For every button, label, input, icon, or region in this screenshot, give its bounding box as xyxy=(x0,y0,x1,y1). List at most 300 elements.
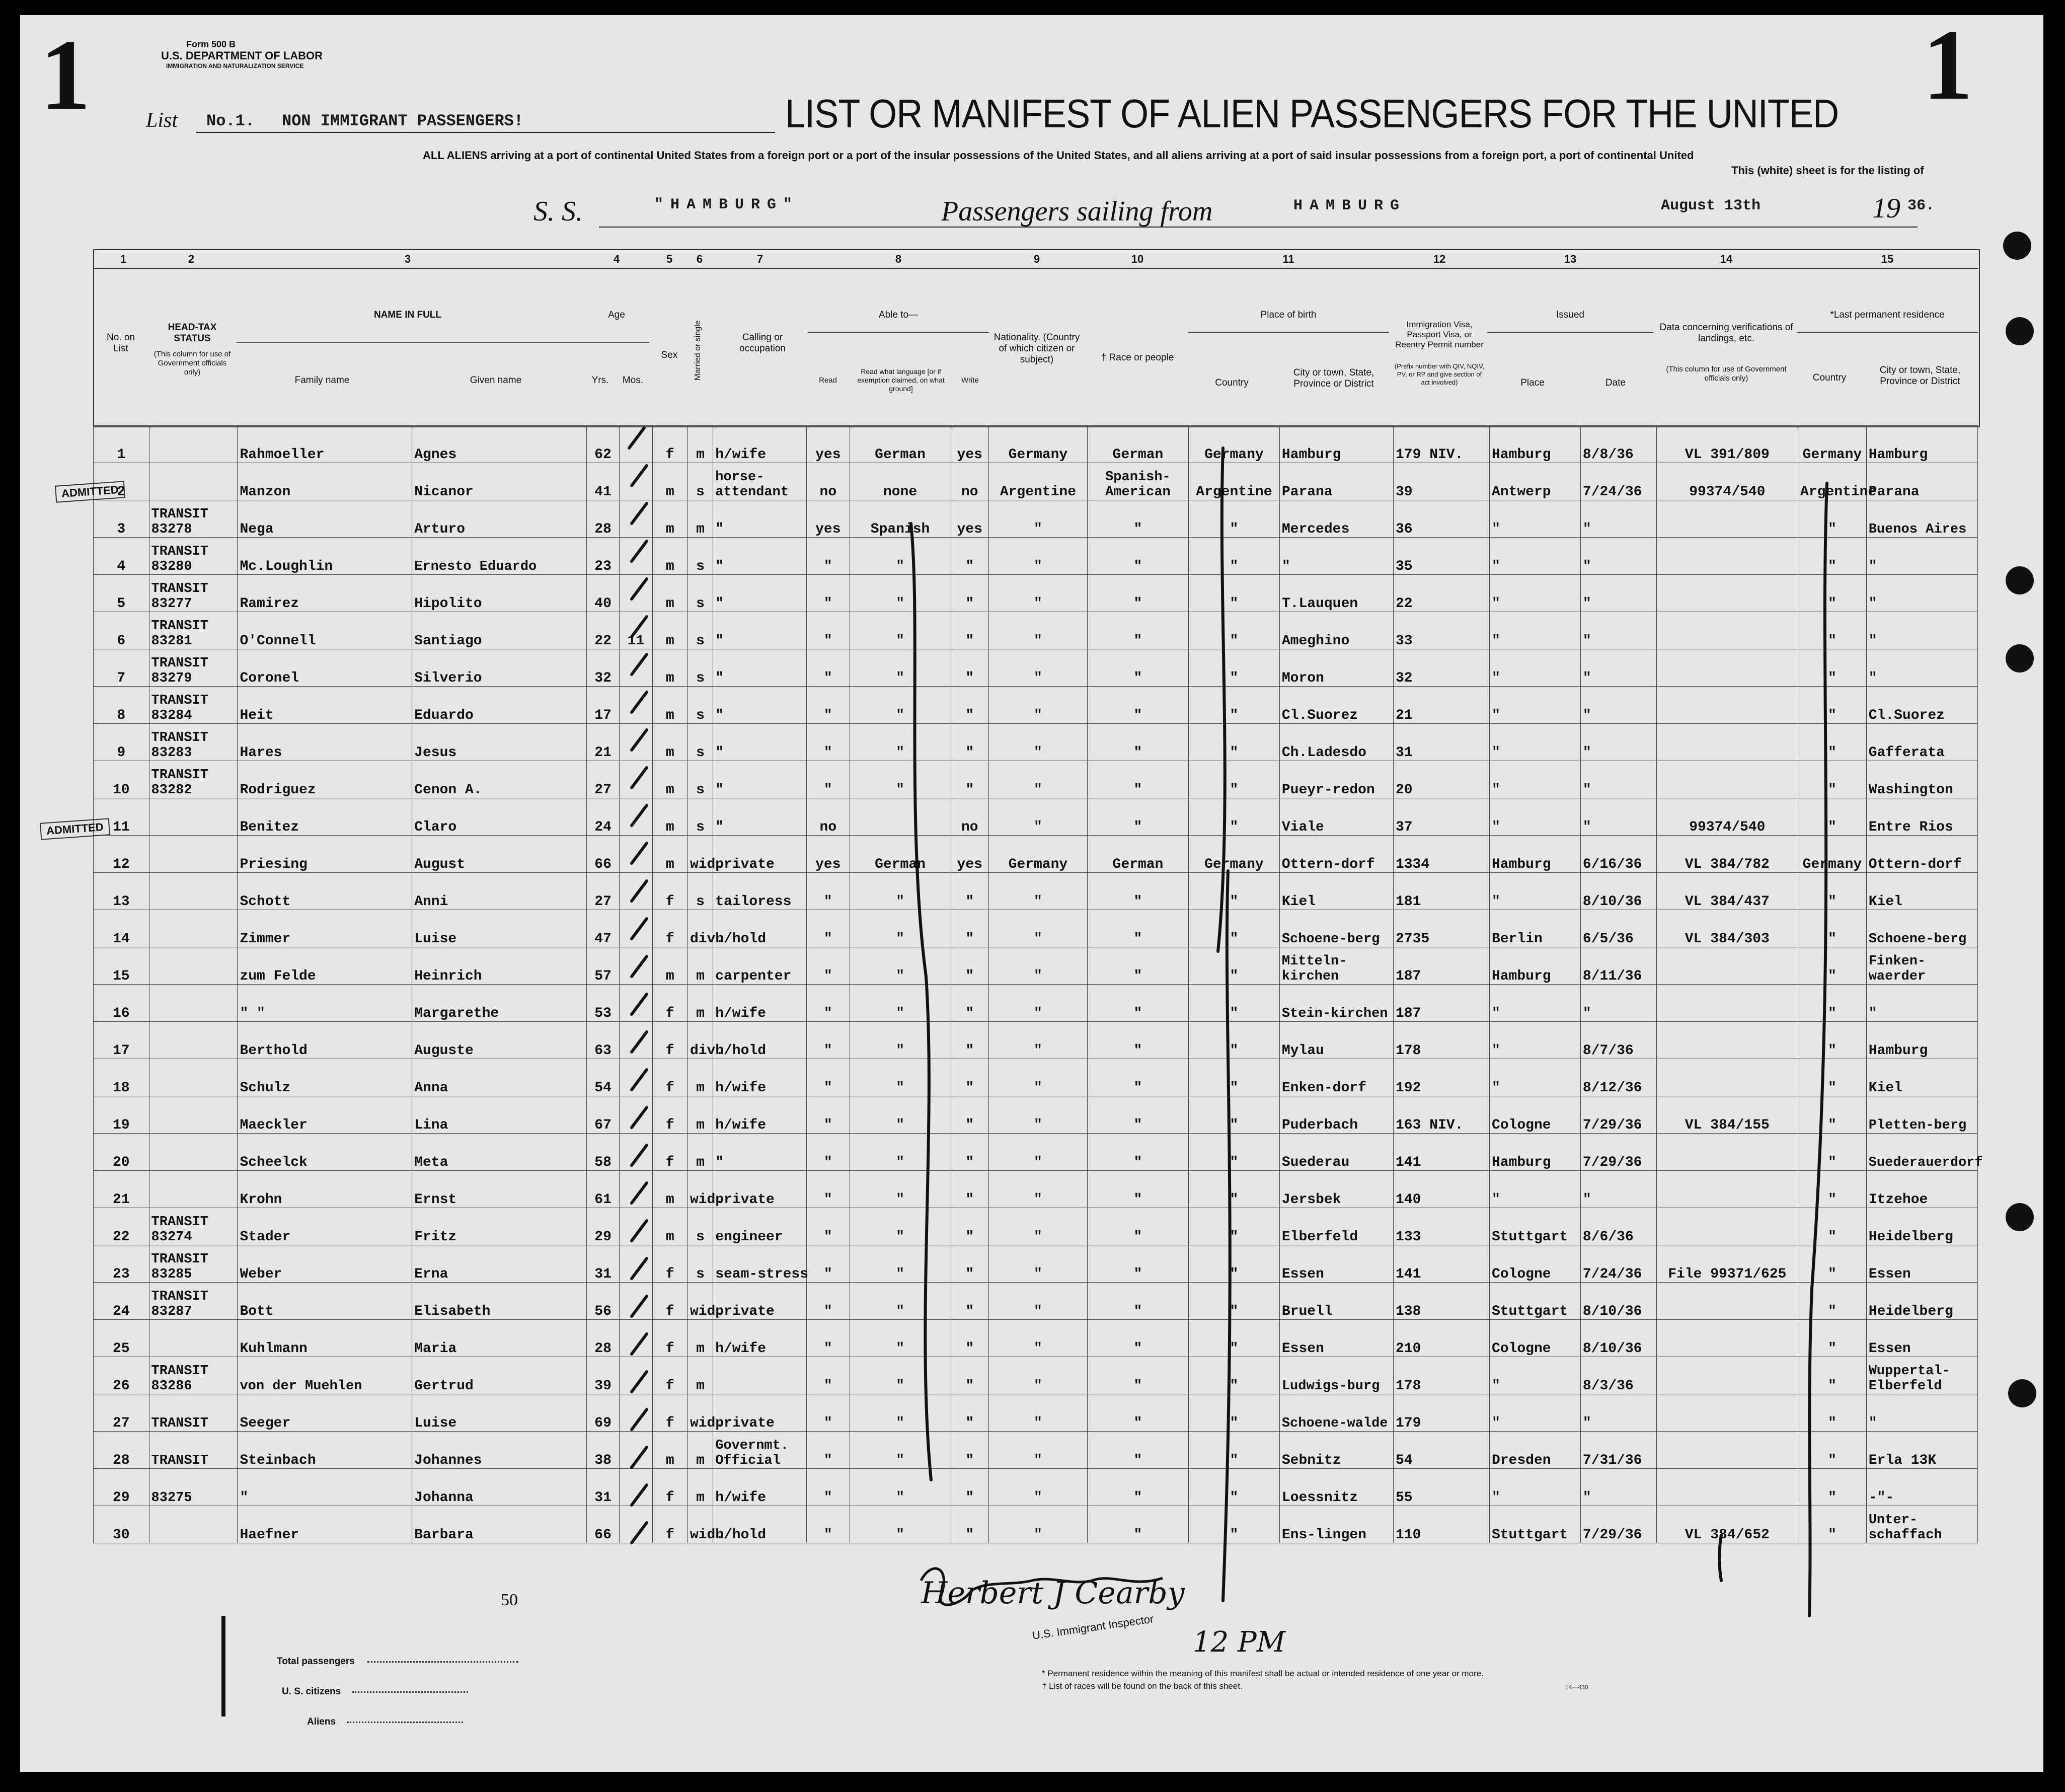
cell-visa: 110 xyxy=(1393,1506,1489,1543)
cell-city: T.Lauquen xyxy=(1279,575,1393,612)
cell-country: " xyxy=(1188,947,1279,985)
cell-lcountry: " xyxy=(1798,1096,1867,1134)
cell-city: Cl.Suorez xyxy=(1279,687,1393,724)
cell-lcity: Kiel xyxy=(1866,873,1977,910)
hdr-calling: Calling or occupation xyxy=(739,332,786,354)
form-service: IMMIGRATION AND NATURALIZATION SERVICE xyxy=(166,62,304,69)
cell-family: Bott xyxy=(238,1283,412,1320)
cell-race: " xyxy=(1087,538,1188,575)
cell-lcity: Essen xyxy=(1866,1245,1977,1283)
cell-lcity: Kiel xyxy=(1866,1059,1977,1096)
cell-sex: f xyxy=(652,426,687,463)
cell-read: " xyxy=(807,1022,850,1059)
cell-lang: " xyxy=(850,1394,951,1432)
cell-place: " xyxy=(1489,575,1580,612)
col-num-10: 10 xyxy=(1131,253,1144,265)
cell-city: Hamburg xyxy=(1279,426,1393,463)
cell-city: Jersbek xyxy=(1279,1171,1393,1208)
cell-visa: 39 xyxy=(1393,463,1489,500)
binder-hole xyxy=(2003,232,2031,260)
cell-occ: h/hold xyxy=(713,1506,807,1543)
list-label: List xyxy=(146,109,178,132)
cell-city: Bruell xyxy=(1279,1283,1393,1320)
cell-country: " xyxy=(1188,1096,1279,1134)
cell-date: 7/24/36 xyxy=(1580,463,1656,500)
cell-verif: File 99371/625 xyxy=(1656,1245,1798,1283)
footnote-residence: * Permanent residence within the meaning of this manifest shall be actual or intended residence of one year or more. xyxy=(1042,1669,1484,1678)
cell-race: " xyxy=(1087,575,1188,612)
cell-ms: wid. xyxy=(687,1394,713,1432)
hdr-visa: Immigration Visa, Passport Visa, or Reentry Permit number xyxy=(1395,320,1484,349)
cell-given: Cenon A. xyxy=(412,761,587,798)
cell-occ: " xyxy=(713,649,807,687)
cell-city: Ludwigs-burg xyxy=(1279,1357,1393,1394)
cell-race: " xyxy=(1087,612,1188,649)
cell-country: " xyxy=(1188,538,1279,575)
cell-read: yes xyxy=(807,500,850,538)
cell-date: " xyxy=(1580,724,1656,761)
cell-sex: m xyxy=(652,538,687,575)
cell-no: 28 xyxy=(94,1432,149,1469)
cell-tax: TRANSIT 83282 xyxy=(149,761,238,798)
cell-lcountry: " xyxy=(1798,500,1867,538)
cell-lang: " xyxy=(850,1283,951,1320)
cell-family: Coronel xyxy=(238,649,412,687)
binder-hole xyxy=(2006,1203,2034,1231)
cell-family: Schulz xyxy=(238,1059,412,1096)
cell-tax: TRANSIT 83287 xyxy=(149,1283,238,1320)
inspector-signature: Herbert J Cearby xyxy=(921,1576,1185,1611)
hdr-yrs: Yrs. xyxy=(591,375,609,386)
cell-ms: div. xyxy=(687,910,713,947)
cell-city: Stein-kirchen xyxy=(1279,985,1393,1022)
cell-lcity: Essen xyxy=(1866,1320,1977,1357)
cell-no: 11 xyxy=(94,798,149,836)
hdr-given-name: Given name xyxy=(470,375,522,386)
cell-date: 8/7/36 xyxy=(1580,1022,1656,1059)
cell-age: 58 xyxy=(586,1134,619,1171)
cell-visa: 138 xyxy=(1393,1283,1489,1320)
cell-city: Viale xyxy=(1279,798,1393,836)
cell-read: " xyxy=(807,1357,850,1394)
cell-write: " xyxy=(951,1208,988,1245)
cell-visa: 1334 xyxy=(1393,836,1489,873)
cell-visa: 140 xyxy=(1393,1171,1489,1208)
cell-race: " xyxy=(1087,1208,1188,1245)
cell-family: Priesing xyxy=(238,836,412,873)
cell-visa: 179 xyxy=(1393,1394,1489,1432)
cell-country: " xyxy=(1188,1245,1279,1283)
cell-country: " xyxy=(1188,1171,1279,1208)
cell-country: " xyxy=(1188,649,1279,687)
cell-family: O'Connell xyxy=(238,612,412,649)
cell-lang: " xyxy=(850,1506,951,1543)
cell-nat: " xyxy=(988,910,1087,947)
cell-place: Stuttgart xyxy=(1489,1283,1580,1320)
cell-visa: 31 xyxy=(1393,724,1489,761)
cell-race: " xyxy=(1087,1096,1188,1134)
cell-lcity: " xyxy=(1866,538,1977,575)
cell-ms: s xyxy=(687,538,713,575)
cell-place: Hamburg xyxy=(1489,426,1580,463)
cell-age: 23 xyxy=(586,538,619,575)
cell-nat: " xyxy=(988,1022,1087,1059)
cell-verif: VL 384/652 xyxy=(1656,1506,1798,1543)
hdr-head-tax-note: (This column for use of Government officials only) xyxy=(154,350,231,377)
cell-ms: m xyxy=(687,1432,713,1469)
cell-age: 28 xyxy=(586,1320,619,1357)
cell-ms: m xyxy=(687,1059,713,1096)
cell-age: 62 xyxy=(586,426,619,463)
cell-no: 20 xyxy=(94,1134,149,1171)
cell-country: " xyxy=(1188,1022,1279,1059)
cell-family: Kuhlmann xyxy=(238,1320,412,1357)
cell-age: 38 xyxy=(586,1432,619,1469)
cell-lang: " xyxy=(850,612,951,649)
cell-given: Auguste xyxy=(412,1022,587,1059)
cell-read: " xyxy=(807,947,850,985)
cell-age: 67 xyxy=(586,1096,619,1134)
cell-no: 17 xyxy=(94,1022,149,1059)
cell-given: Santiago xyxy=(412,612,587,649)
cell-country: " xyxy=(1188,500,1279,538)
cell-tax: TRANSIT 83280 xyxy=(149,538,238,575)
cell-occ: " xyxy=(713,500,807,538)
cell-city: Kiel xyxy=(1279,873,1393,910)
cell-given: Luise xyxy=(412,1394,587,1432)
inspection-time: 12 PM xyxy=(1193,1626,1286,1659)
cell-country: " xyxy=(1188,1208,1279,1245)
cell-visa: 210 xyxy=(1393,1320,1489,1357)
us-citizens-label: U. S. citizens xyxy=(282,1686,341,1697)
cell-read: " xyxy=(807,1432,850,1469)
cell-country: " xyxy=(1188,761,1279,798)
cell-given: Barbara xyxy=(412,1506,587,1543)
hdr-able-to: Able to— xyxy=(878,310,919,320)
form-department: U.S. DEPARTMENT OF LABOR xyxy=(161,49,323,62)
cell-lang: " xyxy=(850,947,951,985)
cell-lang: " xyxy=(850,1171,951,1208)
cell-write: " xyxy=(951,1506,988,1543)
cell-write: " xyxy=(951,1432,988,1469)
cell-lcountry: " xyxy=(1798,649,1867,687)
cell-lang: " xyxy=(850,985,951,1022)
cell-race: " xyxy=(1087,1357,1188,1394)
cell-sex: m xyxy=(652,575,687,612)
cell-sex: m xyxy=(652,1432,687,1469)
cell-verif: 99374/540 xyxy=(1656,463,1798,500)
cell-family: zum Felde xyxy=(238,947,412,985)
cell-lcity: Itzehoe xyxy=(1866,1171,1977,1208)
form-code: 14—430 xyxy=(1565,1684,1588,1691)
hdr-age: Age xyxy=(608,310,625,320)
cell-lang: " xyxy=(850,575,951,612)
cell-ms: wid. xyxy=(687,836,713,873)
hdr-race: † Race or people xyxy=(1101,352,1174,363)
cell-write: " xyxy=(951,1134,988,1171)
cell-given: Anna xyxy=(412,1059,587,1096)
cell-write: " xyxy=(951,1357,988,1394)
cell-country: " xyxy=(1188,1059,1279,1096)
cell-visa: 187 xyxy=(1393,947,1489,985)
cell-tax: TRANSIT xyxy=(149,1432,238,1469)
cell-write: yes xyxy=(951,836,988,873)
cell-date: " xyxy=(1580,612,1656,649)
cell-lcountry: " xyxy=(1798,1171,1867,1208)
cell-write: " xyxy=(951,1171,988,1208)
hdr-place-of-birth: Place of birth xyxy=(1260,310,1317,320)
cell-lcountry: " xyxy=(1798,1245,1867,1283)
cell-date: 6/5/36 xyxy=(1580,910,1656,947)
cell-country: Argentine xyxy=(1188,463,1279,500)
binder-hole xyxy=(2006,317,2034,345)
cell-read: " xyxy=(807,649,850,687)
cell-write: no xyxy=(951,798,988,836)
cell-lcountry: " xyxy=(1798,798,1867,836)
cell-occ: private xyxy=(713,1283,807,1320)
cell-lcountry: " xyxy=(1798,873,1867,910)
cell-age: 66 xyxy=(586,836,619,873)
cell-age: 31 xyxy=(586,1245,619,1283)
cell-visa: 36 xyxy=(1393,500,1489,538)
cell-write: " xyxy=(951,985,988,1022)
cell-visa: 178 xyxy=(1393,1022,1489,1059)
cell-given: August xyxy=(412,836,587,873)
col-num-15: 15 xyxy=(1881,253,1894,265)
cell-date: 8/11/36 xyxy=(1580,947,1656,985)
binder-hole xyxy=(2006,644,2034,673)
col-num-6: 6 xyxy=(696,253,703,265)
cell-age: 69 xyxy=(586,1394,619,1432)
cell-no: 22 xyxy=(94,1208,149,1245)
cell-tax: 83275 xyxy=(149,1469,238,1506)
cell-lcountry: " xyxy=(1798,1134,1867,1171)
cell-given: Meta xyxy=(412,1134,587,1171)
cell-given: Gertrud xyxy=(412,1357,587,1394)
hdr-city: City or town, State, Province or District xyxy=(1293,367,1374,389)
cell-country: " xyxy=(1188,612,1279,649)
cell-ms: m xyxy=(687,500,713,538)
cell-no: 8 xyxy=(94,687,149,724)
list-type: NON IMMIGRANT PASSENGERS! xyxy=(282,112,524,130)
cell-family: Steinbach xyxy=(238,1432,412,1469)
cell-race: " xyxy=(1087,1059,1188,1096)
cell-write: " xyxy=(951,612,988,649)
cell-family: Nega xyxy=(238,500,412,538)
cell-visa: 22 xyxy=(1393,575,1489,612)
cell-lcountry: " xyxy=(1798,761,1867,798)
cell-city: Suederau xyxy=(1279,1134,1393,1171)
cell-country: " xyxy=(1188,910,1279,947)
cell-race: " xyxy=(1087,1022,1188,1059)
cell-race: " xyxy=(1087,985,1188,1022)
cell-given: Ernst xyxy=(412,1171,587,1208)
hdr-nationality: Nationality. (Country of which citizen or subject) xyxy=(993,332,1080,365)
cell-lcountry: " xyxy=(1798,724,1867,761)
cell-occ: " xyxy=(713,761,807,798)
cell-place: Berlin xyxy=(1489,910,1580,947)
cell-lang: " xyxy=(850,761,951,798)
cell-no: 19 xyxy=(94,1096,149,1134)
cell-given: Anni xyxy=(412,873,587,910)
cell-race: " xyxy=(1087,761,1188,798)
cell-country: " xyxy=(1188,1394,1279,1432)
cell-verif: VL 384/155 xyxy=(1656,1096,1798,1134)
cell-family: Haefner xyxy=(238,1506,412,1543)
cell-sex: m xyxy=(652,724,687,761)
cell-ms: m xyxy=(687,1134,713,1171)
cell-given: Eduardo xyxy=(412,687,587,724)
hdr-verif-note: (This column for use of Government officials only) xyxy=(1666,365,1787,383)
cell-age: 40 xyxy=(586,575,619,612)
cell-city: Sebnitz xyxy=(1279,1432,1393,1469)
col-num-9: 9 xyxy=(1033,253,1040,265)
cell-ms: s xyxy=(687,463,713,500)
cell-lcountry: " xyxy=(1798,910,1867,947)
cell-lcountry: " xyxy=(1798,687,1867,724)
cell-occ: h/wife xyxy=(713,1096,807,1134)
cell-no: 26 xyxy=(94,1357,149,1394)
cell-nat: Argentine xyxy=(988,463,1087,500)
cell-occ: private xyxy=(713,1394,807,1432)
cell-ms: s xyxy=(687,575,713,612)
cell-lcountry: " xyxy=(1798,1059,1867,1096)
cell-place: " xyxy=(1489,798,1580,836)
cell-age: 24 xyxy=(586,798,619,836)
cell-read: " xyxy=(807,1171,850,1208)
cell-read: " xyxy=(807,1320,850,1357)
cell-nat: " xyxy=(988,538,1087,575)
cell-read: " xyxy=(807,687,850,724)
cell-sex: m xyxy=(652,612,687,649)
cell-place: " xyxy=(1489,1357,1580,1394)
cell-visa: 54 xyxy=(1393,1432,1489,1469)
cell-family: " xyxy=(238,1469,412,1506)
cell-occ: h/wife xyxy=(713,426,807,463)
cell-lcountry: " xyxy=(1798,575,1867,612)
citizens-dots xyxy=(352,1691,468,1693)
cell-lcountry: " xyxy=(1798,1357,1867,1394)
cell-place: " xyxy=(1489,724,1580,761)
cell-lcity: Wuppertal-Elberfeld xyxy=(1866,1357,1977,1394)
cell-date: " xyxy=(1580,798,1656,836)
cell-country: " xyxy=(1188,1357,1279,1394)
cell-lcity: " xyxy=(1866,1394,1977,1432)
cell-occ: " xyxy=(713,1134,807,1171)
cell-race: " xyxy=(1087,724,1188,761)
cell-no: 7 xyxy=(94,649,149,687)
footnote-races: † List of races will be found on the back of this sheet. xyxy=(1042,1681,1243,1691)
cell-visa: 21 xyxy=(1393,687,1489,724)
cell-country: Germany xyxy=(1188,836,1279,873)
cell-sex: f xyxy=(652,1394,687,1432)
cell-city: Essen xyxy=(1279,1245,1393,1283)
cell-visa: 141 xyxy=(1393,1134,1489,1171)
cell-race: " xyxy=(1087,910,1188,947)
cell-lang: " xyxy=(850,1134,951,1171)
cell-city: Ens-lingen xyxy=(1279,1506,1393,1543)
page-number-right: 1 xyxy=(1923,10,1973,121)
cell-visa: 141 xyxy=(1393,1245,1489,1283)
cell-nat: " xyxy=(988,798,1087,836)
cell-lcountry: " xyxy=(1798,985,1867,1022)
cell-lcity: Pletten-berg xyxy=(1866,1096,1977,1134)
cell-sex: m xyxy=(652,463,687,500)
cell-city: Mercedes xyxy=(1279,500,1393,538)
hdr-read-language: Read what language [or if exemption claimed, on what ground] xyxy=(857,367,945,393)
cell-visa: 192 xyxy=(1393,1059,1489,1096)
cell-given: Maria xyxy=(412,1320,587,1357)
cell-ms: s xyxy=(687,687,713,724)
sailing-label: Passengers sailing from xyxy=(941,196,1213,227)
cell-ms: wid. xyxy=(687,1171,713,1208)
cell-date: 8/12/36 xyxy=(1580,1059,1656,1096)
cell-ms: s xyxy=(687,649,713,687)
manifest-sheet xyxy=(20,10,2043,1772)
cell-no: 9 xyxy=(94,724,149,761)
cell-given: Fritz xyxy=(412,1208,587,1245)
cell-read: " xyxy=(807,1469,850,1506)
cell-lang: none xyxy=(850,463,951,500)
cell-lang: " xyxy=(850,687,951,724)
cell-place: " xyxy=(1489,500,1580,538)
cell-city: Ottern-dorf xyxy=(1279,836,1393,873)
cell-no: 27 xyxy=(94,1394,149,1432)
cell-race: German xyxy=(1087,836,1188,873)
cell-tax: TRANSIT 83283 xyxy=(149,724,238,761)
hdr-head-tax: HEAD-TAX STATUS xyxy=(168,322,217,344)
cell-lcity: Heidelberg xyxy=(1866,1208,1977,1245)
cell-visa: 33 xyxy=(1393,612,1489,649)
cell-given: Luise xyxy=(412,910,587,947)
cell-lcity: " xyxy=(1866,649,1977,687)
cell-tax: TRANSIT 83274 xyxy=(149,1208,238,1245)
cell-tax: TRANSIT 83278 xyxy=(149,500,238,538)
cell-verif: VL 384/437 xyxy=(1656,873,1798,910)
cell-sex: f xyxy=(652,1096,687,1134)
cell-age: 61 xyxy=(586,1171,619,1208)
cell-date: " xyxy=(1580,575,1656,612)
cell-write: no xyxy=(951,463,988,500)
passenger-count: 50 xyxy=(501,1591,518,1609)
cell-visa: 133 xyxy=(1393,1208,1489,1245)
cell-nat: Germany xyxy=(988,836,1087,873)
cell-sex: m xyxy=(652,947,687,985)
cell-lang: " xyxy=(850,724,951,761)
cell-sex: m xyxy=(652,687,687,724)
cell-visa: 35 xyxy=(1393,538,1489,575)
cell-family: Benitez xyxy=(238,798,412,836)
ss-label: S. S. xyxy=(533,196,583,227)
cell-nat: " xyxy=(988,985,1087,1022)
col-num-1: 1 xyxy=(120,253,127,265)
cell-family: Manzon xyxy=(238,463,412,500)
cell-place: Cologne xyxy=(1489,1320,1580,1357)
hdr-place: Place xyxy=(1520,378,1545,388)
cell-lcity: " xyxy=(1866,985,1977,1022)
cell-place: " xyxy=(1489,1171,1580,1208)
cell-sex: m xyxy=(652,500,687,538)
cell-sex: f xyxy=(652,873,687,910)
cell-nat: " xyxy=(988,761,1087,798)
cell-nat: " xyxy=(988,1134,1087,1171)
cell-given: Ernesto Eduardo xyxy=(412,538,587,575)
hdr-issued: Issued xyxy=(1556,310,1584,320)
cell-occ: engineer xyxy=(713,1208,807,1245)
cell-lcountry: " xyxy=(1798,1469,1867,1506)
cell-no: 4 xyxy=(94,538,149,575)
cell-city: Schoene-walde xyxy=(1279,1394,1393,1432)
